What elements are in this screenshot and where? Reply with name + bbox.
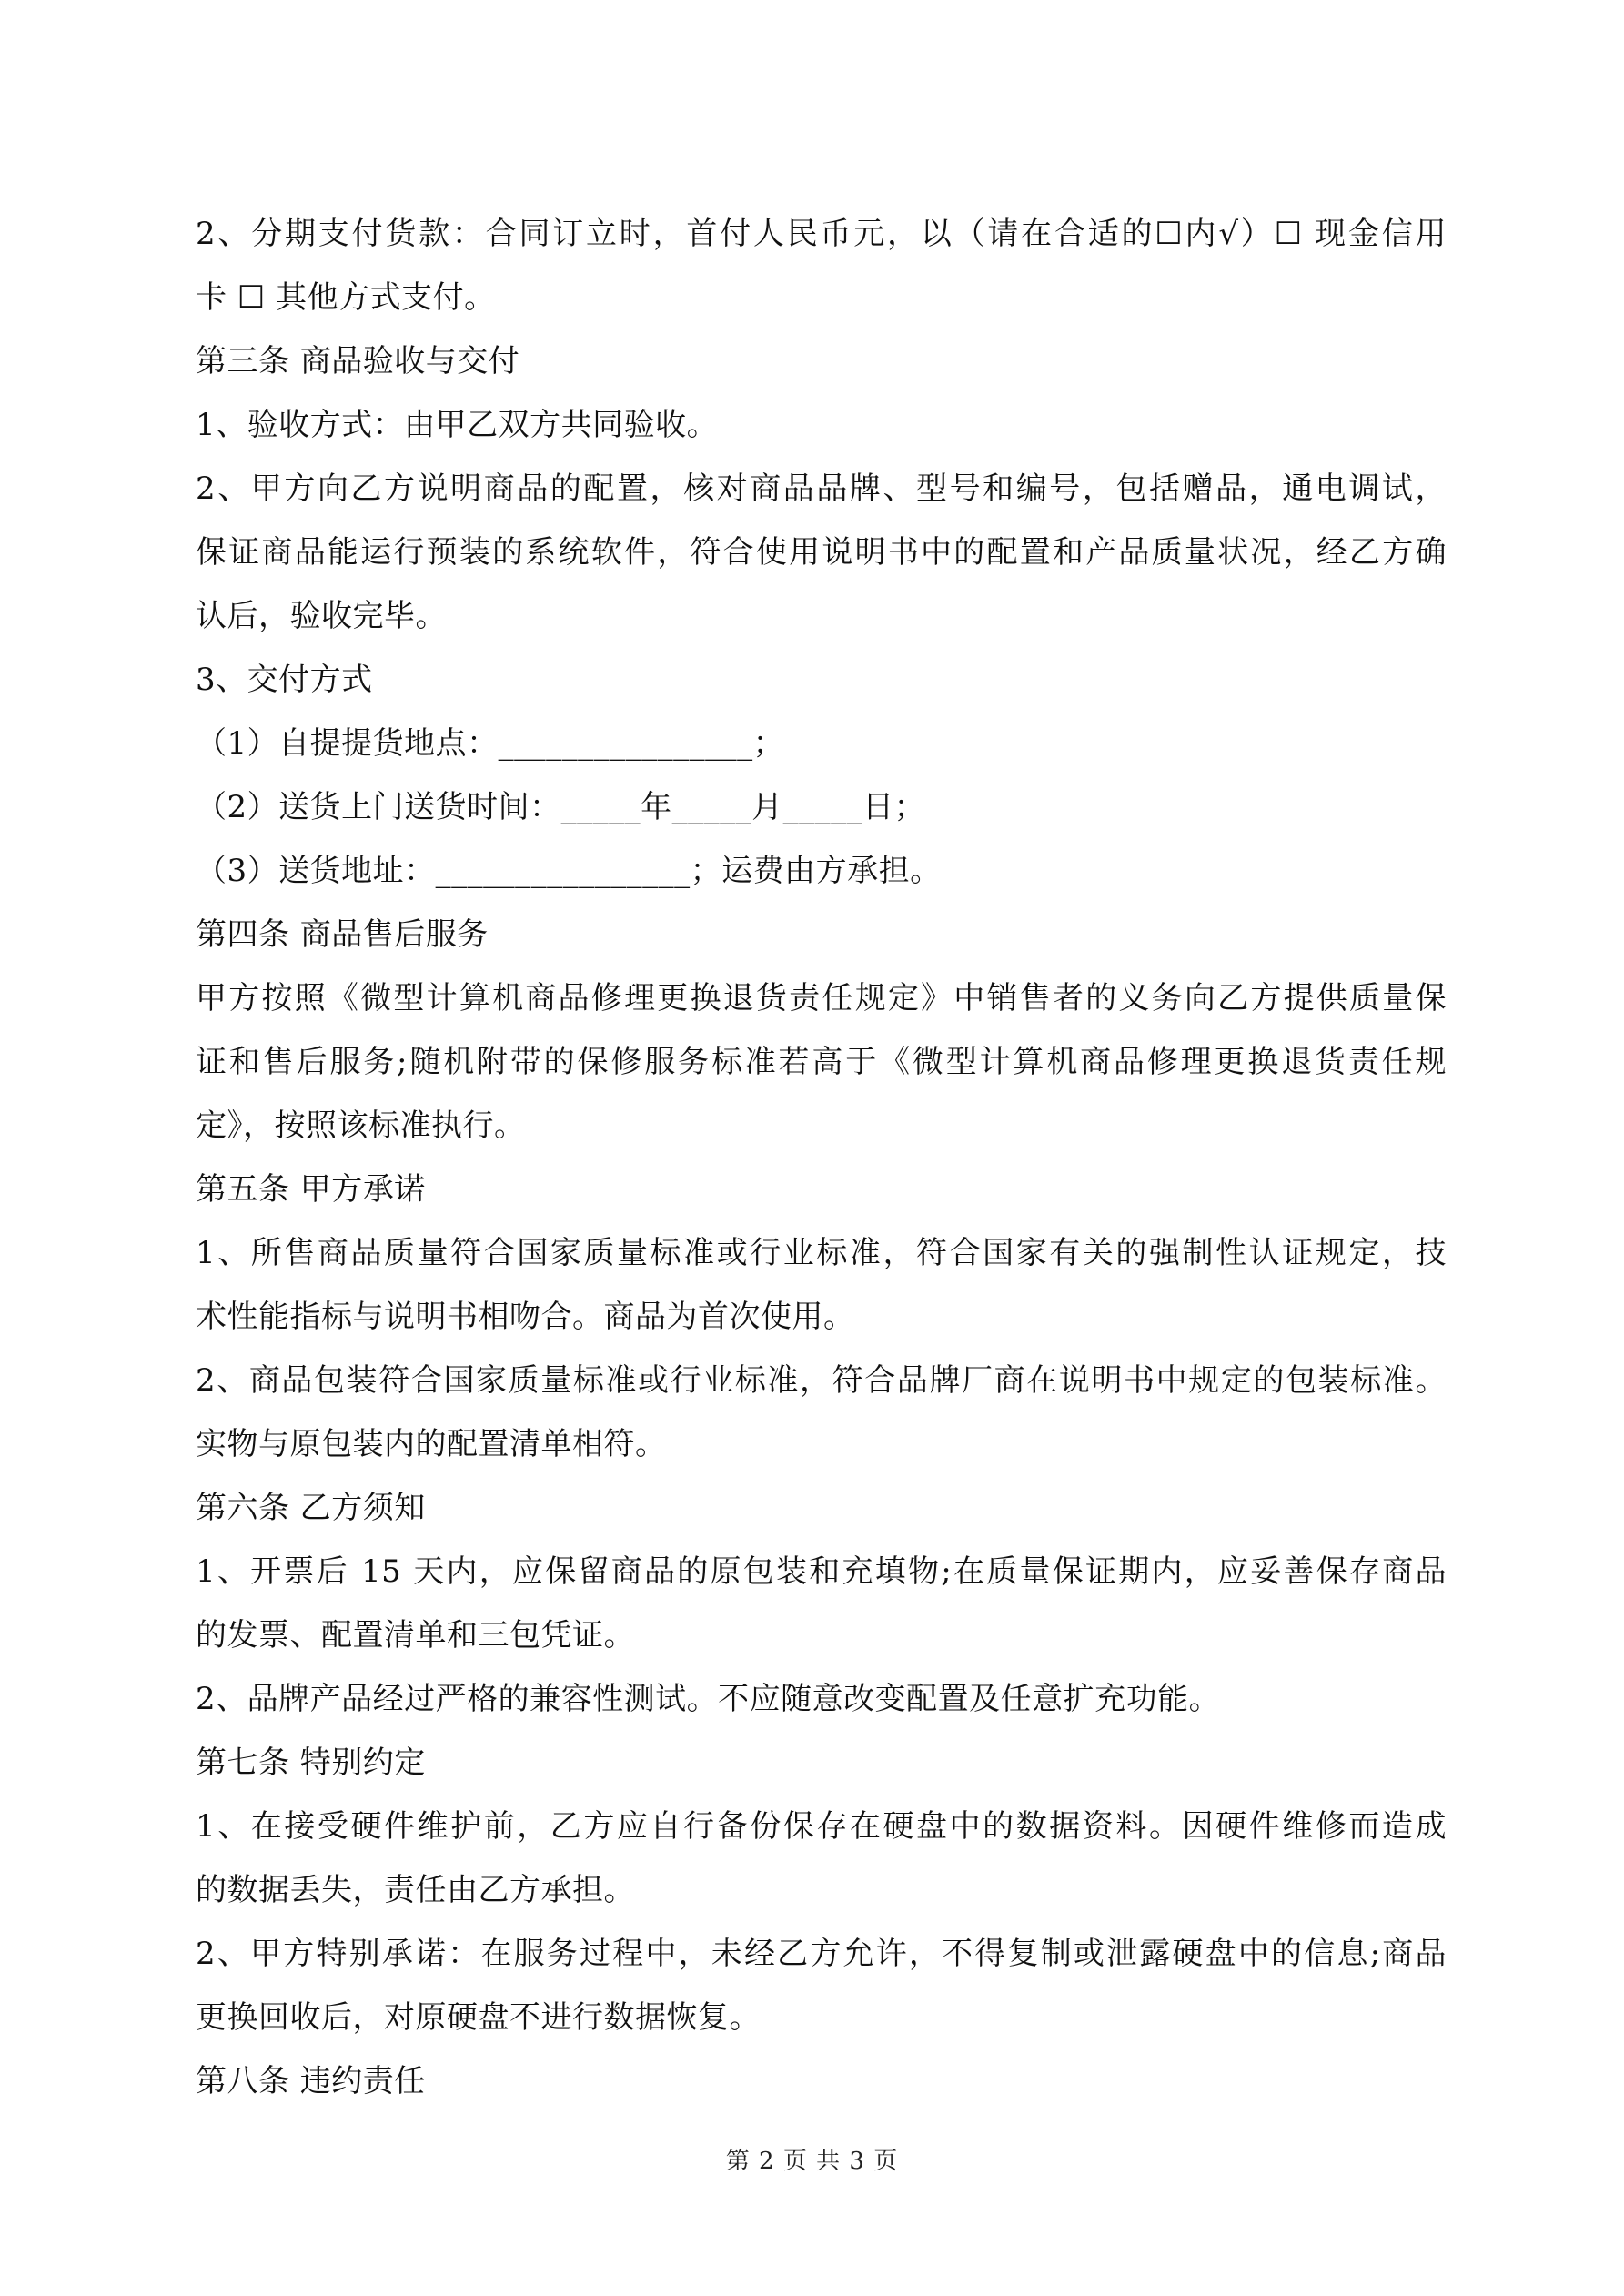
clause-line: 认后，验收完毕。 [196, 598, 447, 634]
clause-line: （1）自提提货地点：________________； [196, 725, 785, 762]
section-heading: 第六条 乙方须知 [196, 1490, 426, 1526]
clause-line: 证和售后服务;随机附带的保修服务标准若高于《微型计算机商品修理更换退货责任规 [196, 1044, 1447, 1080]
clause-line: 保证商品能运行预装的系统软件，符合使用说明书中的配置和产品质量状况，经乙方确 [196, 534, 1447, 571]
section-heading: 第七条 特别约定 [196, 1745, 426, 1781]
clause-line: 卡 ☐ 其他方式支付。 [196, 279, 496, 316]
clause-line: 2、品牌产品经过严格的兼容性测试。不应随意改变配置及任意扩充功能。 [196, 1681, 1221, 1717]
clause-line: 1、在接受硬件维护前，乙方应自行备份保存在硬盘中的数据资料。因硬件维修而造成 [196, 1808, 1447, 1845]
clause-line: 术性能指标与说明书相吻合。商品为首次使用。 [196, 1299, 855, 1335]
clause-line: 2、甲方特别承诺：在服务过程中，未经乙方允许，不得复制或泄露硬盘中的信息;商品 [196, 1936, 1447, 1972]
document-body [196, 202, 1447, 2113]
clause-line: 实物与原包装内的配置清单相符。 [196, 1426, 667, 1462]
clause-line: 的数据丢失，责任由乙方承担。 [196, 1872, 635, 1908]
clause-line: （3）送货地址：________________；运费由方承担。 [196, 853, 942, 889]
clause-line: 2、商品包装符合国家质量标准或行业标准，符合品牌厂商在说明书中规定的包装标准。 [196, 1362, 1447, 1399]
clause-line: 2、甲方向乙方说明商品的配置，核对商品品牌、型号和编号，包括赠品，通电调试， [196, 470, 1447, 507]
section-heading: 第四条 商品售后服务 [196, 916, 489, 953]
clause-line: 甲方按照《微型计算机商品修理更换退货责任规定》中销售者的义务向乙方提供质量保 [196, 980, 1447, 1017]
section-heading: 第五条 甲方承诺 [196, 1171, 426, 1208]
clause-line: 的发票、配置清单和三包凭证。 [196, 1617, 635, 1654]
section-heading: 第三条 商品验收与交付 [196, 343, 520, 379]
clause-line: 3、交付方式 [196, 662, 373, 698]
clause-line: 1、开票后 15 天内，应保留商品的原包装和充填物;在质量保证期内，应妥善保存商品 [196, 1553, 1447, 1590]
clause-line: （2）送货上门送货时间：_____年_____月_____日； [196, 789, 926, 825]
clause-line: 2、分期支付货款：合同订立时，首付人民币元，以（请在合适的☐内√）☐ 现金信用 [196, 216, 1447, 252]
clause-line: 1、所售商品质量符合国家质量标准或行业标准，符合国家有关的强制性认证规定，技 [196, 1235, 1447, 1271]
clause-line: 定》，按照该标准执行。 [196, 1108, 526, 1144]
clause-line: 更换回收后，对原硬盘不进行数据恢复。 [196, 1999, 761, 2036]
page-number-footer: 第 2 页 共 3 页 [725, 2148, 899, 2175]
section-heading: 第八条 违约责任 [196, 2063, 426, 2099]
clause-line: 1、验收方式：由甲乙双方共同验收。 [196, 407, 719, 443]
